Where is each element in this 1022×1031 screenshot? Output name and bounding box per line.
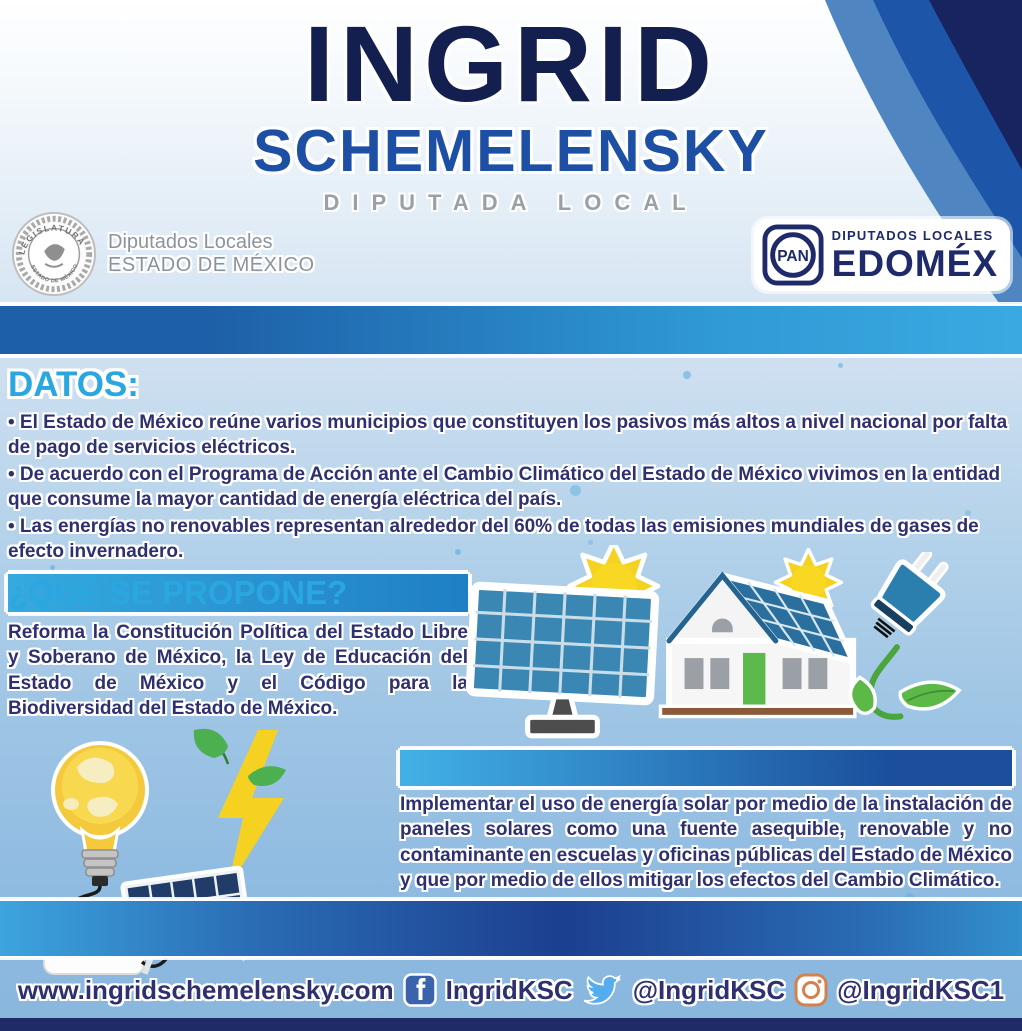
right-logo-line2: EDOMÉX (831, 242, 998, 284)
hashtag (0, 901, 1022, 956)
twitter-bird-icon (582, 972, 624, 1008)
propone-body: Reforma la Constitución Política del Estado Libre y Soberano de México, la Ley de Educación del Estado de México y el Código para la Biodiversidad del Estado de México. (8, 622, 468, 720)
facebook-icon (403, 973, 437, 1007)
solar-panel-sun-icon (460, 545, 665, 740)
objetivo-section (400, 750, 1012, 894)
objetivo-body: Implementar el uso de energía solar por medio de la instalación de paneles solares como una fuente asequible, renovable y no contaminante en escuelas y oficinas públicas del Estado de México y que por medio de ellos mitigar los efectos del Cambio Climático. (400, 794, 1012, 892)
instagram-handle: @IngridKSC1 (837, 974, 1005, 1005)
leaf-lightning-icon (194, 729, 286, 890)
facebook-handle: IngridKSC (445, 974, 573, 1005)
candidate-role: DIPUTADA LOCAL (323, 190, 699, 215)
header (0, 3, 1022, 215)
datos-section (8, 365, 1012, 566)
left-logo-line2: ESTADO DE MÉXICO (108, 254, 315, 276)
right-logo-line1: DIPUTADOS LOCALES (831, 227, 994, 243)
propone-section (8, 574, 468, 722)
twitter-handle: @IngridKSC (632, 974, 786, 1005)
main-title (0, 306, 1022, 354)
candidate-last-name: SCHEMELENSKY (253, 118, 769, 184)
bottom-bar (0, 1018, 1022, 1031)
propone-heading: ¿QUÉ SE PROPONE? (8, 574, 468, 612)
pan-logo-text: PAN (776, 247, 809, 265)
candidate-first-name: INGRID (304, 3, 718, 124)
datos-heading: DATOS: (8, 365, 139, 404)
seal-arc-top-label: LEGISLATURA (16, 222, 88, 256)
seal-arc-bottom-label: ESTADO DE MÉXICO (28, 263, 80, 285)
website-label: www.ingridschemelensky.com (17, 974, 394, 1005)
solar-house-sun-icon (645, 548, 860, 720)
pan-edomex-logo (754, 219, 1010, 291)
decor-dot (50, 565, 55, 570)
leaf (900, 682, 959, 709)
datos-bullet: • De acuerdo con el Programa de Acción ante el Cambio Climático del Estado de México vivimos en la entidad que consume la mayor cantidad de energía eléctrica del país. (8, 463, 1001, 511)
objetivo-heading (400, 750, 1012, 786)
datos-bullet: • Las energías no renovables representan alrededor del 60% de todas las emisiones mundiales de gases de efecto invernadero. (8, 515, 979, 563)
legislature-seal-icon (10, 210, 98, 298)
datos-bullet: • El Estado de México reúne varios municipios que constituyen los pasivos más altos a nivel nacional por falta de pago de servicios eléctricos. (8, 412, 1008, 459)
instagram-icon (794, 973, 828, 1007)
pan-party-icon (762, 224, 824, 286)
legislature-logo (10, 210, 315, 298)
left-logo-line1: Diputados Locales (108, 231, 273, 253)
eco-plug-leaf-icon (838, 552, 968, 725)
footer (0, 972, 1022, 1008)
